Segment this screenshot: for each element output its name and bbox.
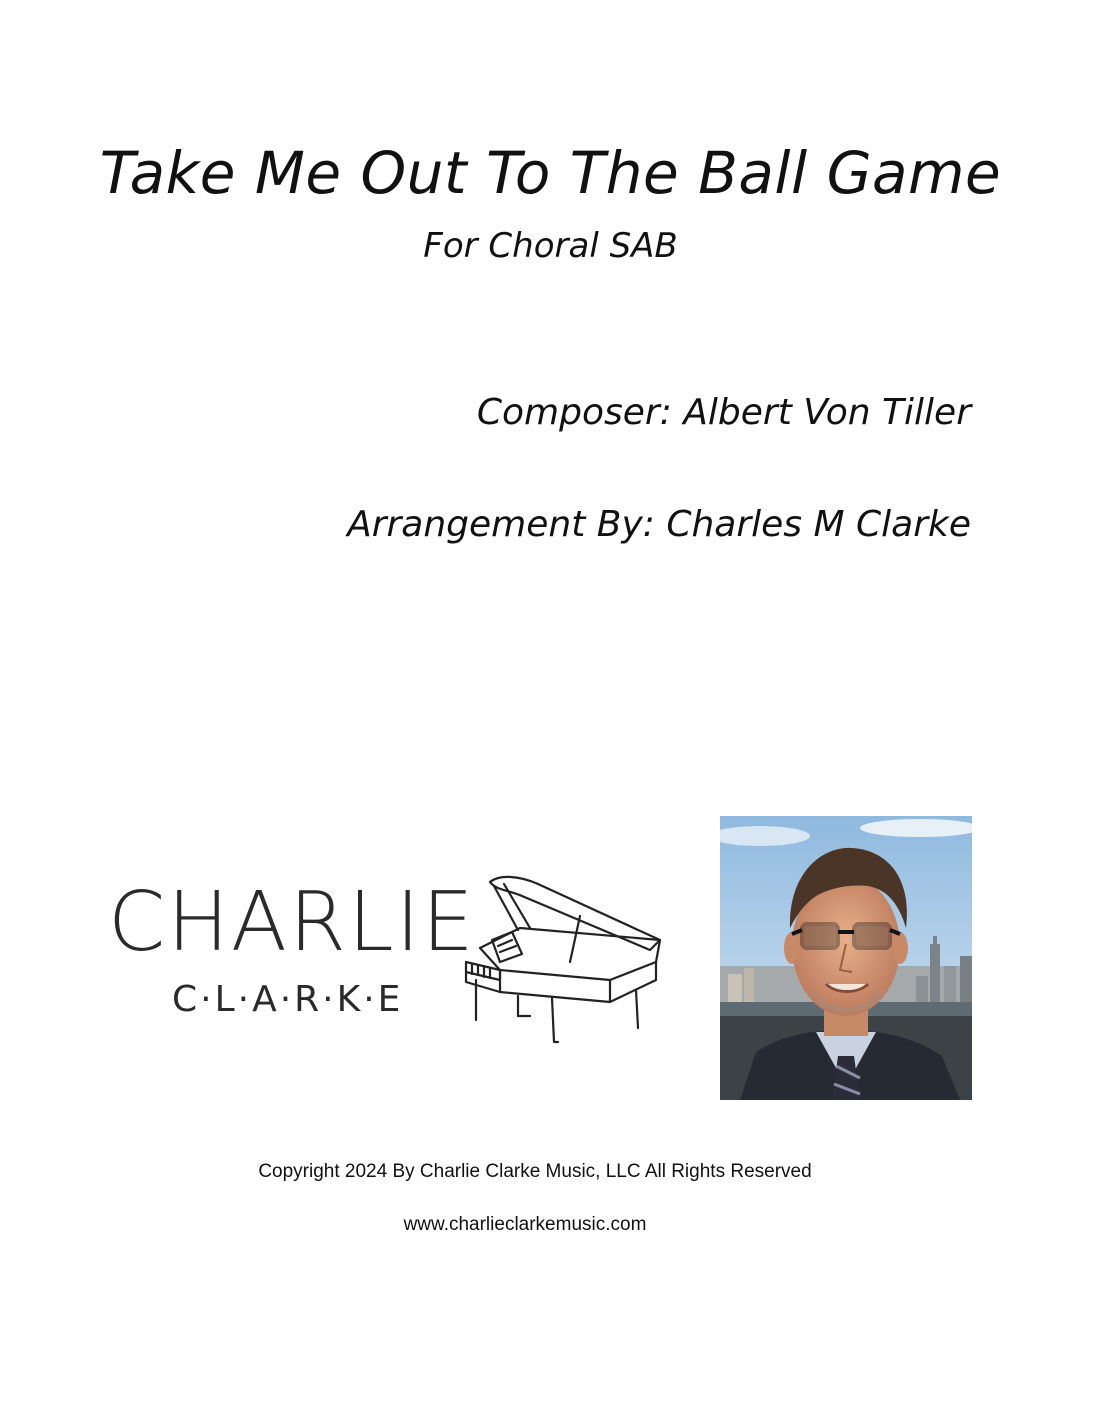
arranger-photo xyxy=(720,816,972,1100)
website-url: www.charlieclarkemusic.com xyxy=(403,1214,647,1235)
arranger-credit: Arrangement By: Charles M Clarke xyxy=(347,504,971,545)
logo-wordmark: CHARLIE xyxy=(108,875,476,970)
grand-piano-icon xyxy=(460,870,670,1048)
logo-subtext: C·L·A·R·K·E xyxy=(172,979,404,1020)
score-title: Take Me Out To The Ball Game xyxy=(99,139,1002,207)
copyright-notice: Copyright 2024 By Charlie Clarke Music, LLC All Rights Reserved xyxy=(258,1161,812,1182)
score-subtitle: For Choral SAB xyxy=(423,226,678,266)
composer-credit: Composer: Albert Von Tiller xyxy=(476,392,971,433)
charlie-clarke-logo xyxy=(108,870,668,1050)
portrait-photo xyxy=(720,816,972,1100)
